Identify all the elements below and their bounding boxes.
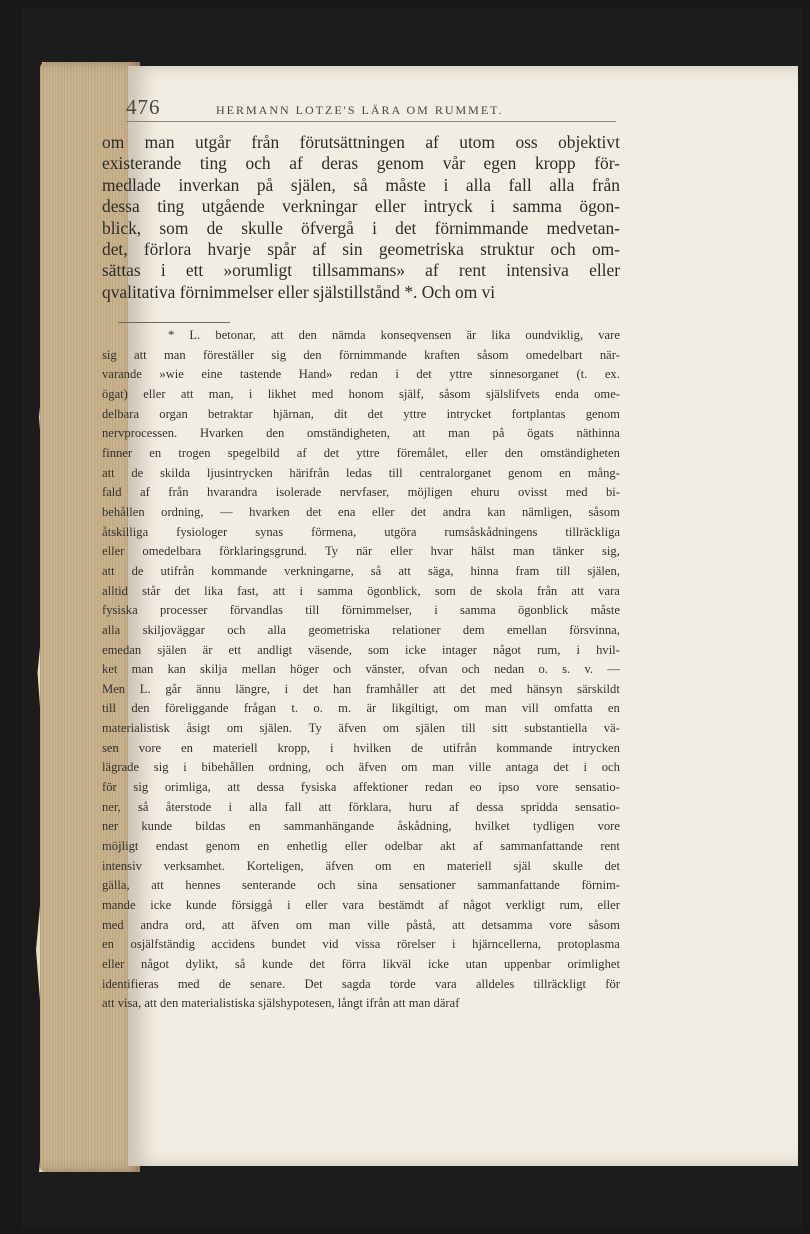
body-line: medlade inverkan på själen, så måste i alla fall alla från	[102, 174, 620, 195]
footnote-line: eller omedelbara förklaringsgrund. Ty när eller hvar hälst man tänker sig,	[102, 544, 620, 559]
body-text	[102, 132, 620, 303]
footnote-line: att visa, att den materialistiska själshypotesen, långt ifrån att man däraf	[102, 996, 460, 1011]
footnote-line: identifieras med de senare. Det sagda torde vara alldeles tillräckligt för	[102, 976, 620, 991]
footnote-line: delbara organ betraktar hjärnan, dit det yttre intrycket fortplantas genom	[102, 406, 620, 421]
body-line: qvalitativa förnimmelser eller själstillstånd *. Och om vi	[102, 281, 496, 302]
footnote-line: att de skilda ljusintrycken härifrån ledas till centralorganet genom en mång-	[102, 465, 620, 480]
footnote-line: varande »wie eine tastende Hand» redan i det yttre sinnesorganet (t. ex.	[102, 367, 620, 382]
footnote-line: alltid står det lika fast, att i samma ögonblick, som de skola från att vara	[102, 583, 620, 598]
page-header	[126, 93, 616, 122]
footnote-line: ner kunde bildas en sammanhängande åskådning, hvilket tydligen vore	[102, 819, 620, 834]
footnote-line: åtskilliga fysiologer synas förmena, utgöra rumsåskådningens tillräckliga	[102, 524, 620, 539]
footnote-line: mande icke kunde försiggå i eller vara bestämdt af något verkligt rum, eller	[102, 898, 620, 913]
footnote-line: till den föreliggande frågan t. o. m. är likgiltigt, om man vill omfatta en	[102, 701, 620, 716]
footnote-line: nervprocessen. Hvarken den omständigheten, att man på ögats näthinna	[102, 426, 620, 441]
footnote-line: emedan själen är ett andligt väsende, som icke intager något rum, i hvil-	[102, 642, 620, 657]
footnote-line: med andra ord, att äfven om man ville påstå, att detsamma vore såsom	[102, 917, 620, 932]
footnote-line: * L. betonar, att den nämda konseqvensen är lika oundviklig, vare	[168, 328, 620, 342]
body-line: det, förlora hvarje spår af sin geometriska struktur och om-	[102, 239, 620, 260]
footnote-separator	[118, 322, 230, 323]
footnote-line: behållen ordning, — hvarken det ena eller det andra kan nämligen, såsom	[102, 504, 620, 519]
footnote	[102, 326, 620, 1014]
footnote-line: för sig orimliga, att dessa fysiska affektioner redan eo ipso vore sensatio-	[102, 780, 620, 795]
footnote-line: gälla, att hennes senterande och sina sensationer sammanfattande förnim-	[102, 878, 620, 893]
footnote-line: en osjälfständig accidens bundet vid vissa rörelser i hjärncellerna, protoplasma	[102, 937, 620, 952]
footnote-line: fald af från hvarandra isolerade nervfaser, möjligen ehuru ovisst med bi-	[102, 485, 620, 500]
footnote-line: eller något dylikt, så kunde det förra likväl icke utan uppenbar orimlighet	[102, 957, 620, 971]
footnote-line: intensiv verksamhet. Korteligen, äfven om en materiell själ skulle det	[102, 858, 620, 873]
footnote-line: finner en trogen spegelbild af det yttre föremålet, eller den omständigheten	[102, 445, 620, 460]
footnote-line: ner, så återstode i alla fall att förklara, huru af dessa spridda sensatio-	[102, 799, 620, 814]
footnote-line: sig att man föreställer sig den förnimmande kraften såsom omedelbart när-	[102, 347, 620, 362]
footnote-line: fysiska processer förvandlas till förnimmelser, i samma ögonblick måste	[102, 603, 620, 618]
body-line: om man utgår från förutsättningen af utom oss objektivt	[102, 132, 620, 152]
footnote-line: alla skiljoväggar och alla geometriska relationer dem emellan försvinna,	[102, 622, 620, 637]
footnote-line: Men L. går ännu längre, i det han framhåller att det med hänsyn särskildt	[102, 681, 620, 696]
body-line: sättas i ett »orumligt tillsammans» af rent intensiva eller	[102, 260, 620, 281]
running-title: HERMANN LOTZE'S LÄRA OM RUMMET.	[216, 103, 504, 117]
footnote-line: att de utifrån kommande verkningarne, så att säga, hinna fram till själen,	[102, 563, 620, 578]
body-line: existerande ting och af deras genom vår egen kropp för-	[102, 153, 620, 174]
footnote-line: materialistisk åsigt om själen. Ty äfven om själen till sitt substantiella vä-	[102, 721, 620, 736]
footnote-line: möjligt endast genom en enhetlig eller odelbar akt af sammanfattande rent	[102, 839, 620, 854]
footnote-line: ket man kan skilja mellan höger och vänster, ofvan och nedan o. s. v. —	[102, 662, 620, 677]
page-number: 476	[126, 95, 161, 119]
footnote-line: sen vore en materiell kropp, i hvilken de utifrån kommande intrycken	[102, 740, 620, 755]
body-line: dessa ting utgående verkningar eller intryck i samma ögon-	[102, 196, 620, 217]
body-line: blick, som de skulle öfvergå i det förnimmande medvetan-	[102, 217, 620, 238]
footnote-line: ögat) eller att man, i likhet med honom själf, såsom själslifvets enda ome-	[102, 386, 620, 401]
footnote-line: lägrade sig i bibehållen ordning, och äfven om man ville antaga det i och	[102, 760, 620, 775]
